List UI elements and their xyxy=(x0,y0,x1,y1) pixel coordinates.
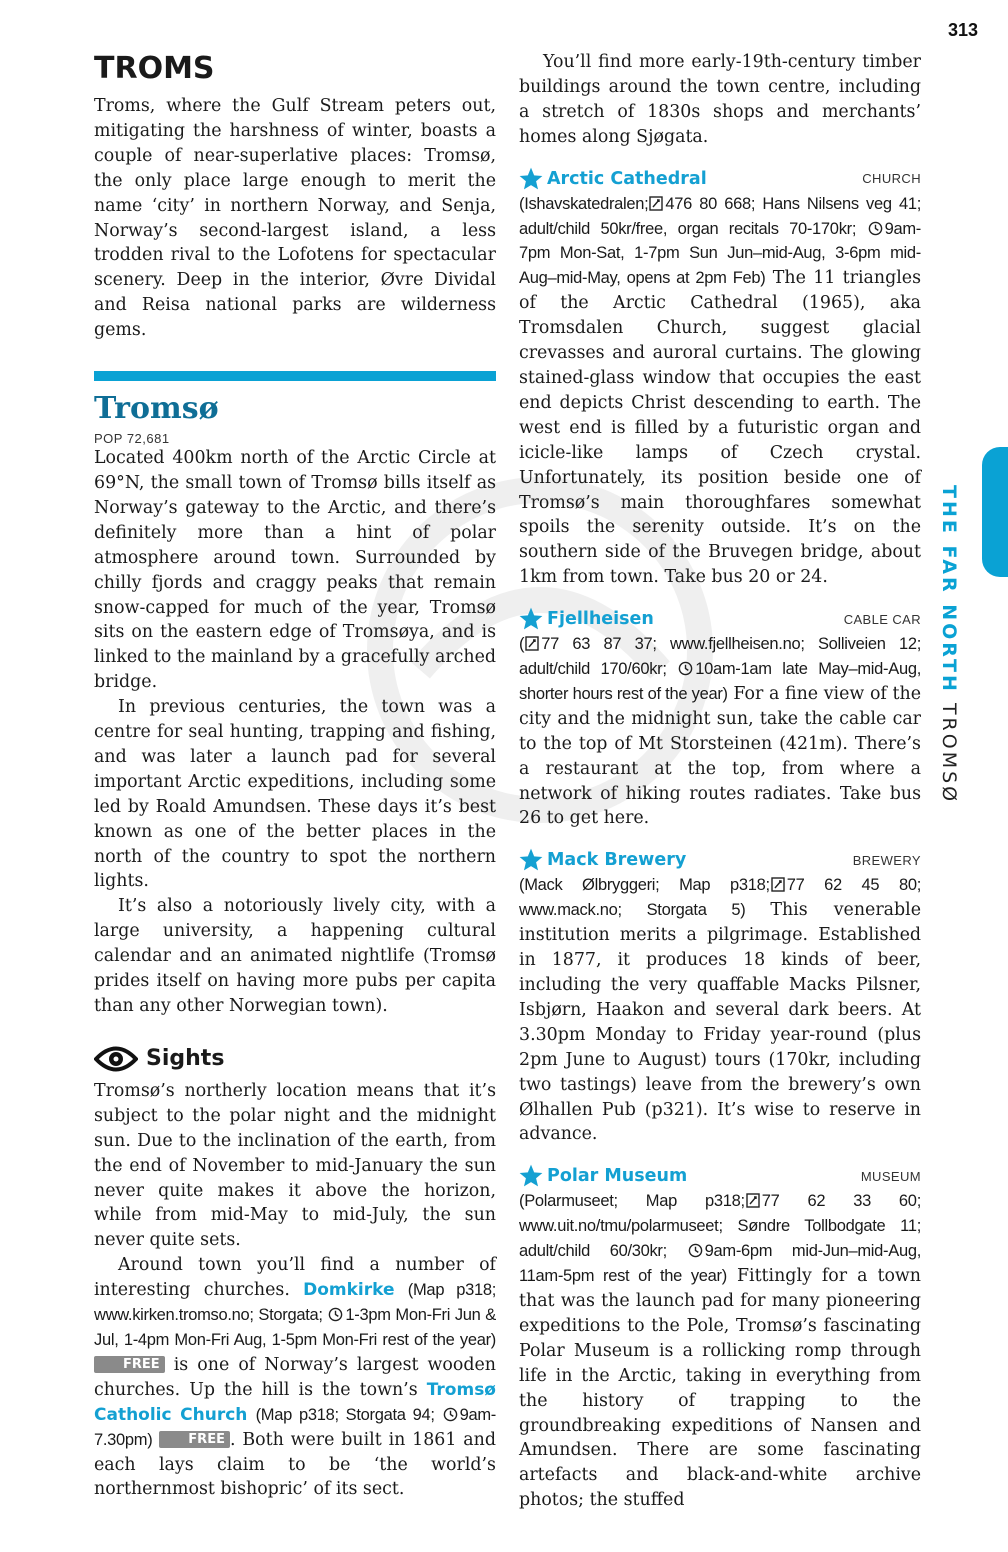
entry-type: CABLE CAR xyxy=(843,611,921,627)
entry-name[interactable] xyxy=(519,166,707,192)
domkirke-text: is one of Norway’s largest wooden churches. Up the hill is the town’s xyxy=(94,1354,496,1400)
entry-body xyxy=(519,873,921,1147)
city-para-2: In previous centuries, the town was a centre for seal hunting, trapping and fishing, and was later a launch pad for several important Arctic expeditions, including some led by Roald Amundsen. These days it’s best known as one of the better places in the north of the country to spot the northern lights. xyxy=(94,697,496,892)
region-title: TROMS xyxy=(94,51,215,86)
city-para-1: Located 400km north of the Arctic Circle at 69°N, the small town of Tromsø bills itself as Norway’s gateway to the Arctic, and there’s definitely more than a hint of polar atmosphere around town. Surrounded by chilly fjords and craggy peaks that remain snow-capped for much of the year, Tromsø sits on the eastern edge of Tromsøya, and is linked to the mainland by a gracefully arched bridge. xyxy=(94,448,496,693)
region-intro: Troms, where the Gulf Stream peters out, mitigating the harshness of winter, boasts a couple of near-superlative places: Tromsø, the only place large enough to merit the name ‘city’ in northern Norway, and Senja, Norway’s second-largest island, a less trodden rival to the Lofotens for spectacular scenery. Deep in the interior, Øvre Dividal and Reisa national parks are wilderness gems. xyxy=(94,96,496,341)
entry-heading xyxy=(519,1163,921,1189)
sights-para-1: Tromsø’s northerly location means that it’s subject to the polar night and the midnight sun. Due to the inclination of the earth, from the end of November to mid-January the sun never quite makes it above the horizon, while from mid-May to mid-July, the sun never quite sets. xyxy=(94,1080,496,1251)
entry-text: The 11 triangles of the Arctic Cathedral (1965), aka Tromsdalen Church, suggest glacial crevasses and auroral curtains. The glowing stained-glass window that occupies the east end depicts Christ descending to earth. The west end is filled by a futuristic organ and icicle-like lamps of Czech crystal. Unfortunately, its position beside one of Tromsø’s main thoroughfares somewhat spoils the serenity outside. It’s on the southern side of the Bruvegen bridge, about 1km from town. Take bus 20 or 24. xyxy=(519,268,922,588)
entry-type: CHURCH xyxy=(862,171,921,187)
entry-hours: 9am-7pm Mon-Sat, 1-7pm Sun Jun–mid-Aug, 3-6pm mid-Aug–mid-May, opens at 2pm Feb) xyxy=(519,219,921,288)
sight-entry xyxy=(519,606,921,831)
left-column xyxy=(94,50,496,1502)
page-number: 313 xyxy=(947,20,978,40)
entry-info-a: ( xyxy=(519,635,525,654)
entry-name-label: Polar Museum xyxy=(547,1166,688,1187)
running-head-subsection: TROMSØ xyxy=(938,702,960,805)
clock-icon xyxy=(328,1307,343,1322)
entry-phone: 77 62 33 60 xyxy=(761,1192,917,1211)
free-badge: FREE xyxy=(94,1356,165,1373)
phone-icon xyxy=(649,196,663,211)
entry-info-b: ; www.mack.no; Storgata 5) xyxy=(519,876,921,920)
entry-phone: 476 80 668 xyxy=(665,194,751,213)
clock-icon xyxy=(688,1243,703,1258)
clock-icon xyxy=(443,1407,458,1422)
catholic-info-a: (Map p318; Storgata 94; xyxy=(255,1405,435,1424)
star-icon xyxy=(518,847,544,873)
section-tab xyxy=(982,447,1008,577)
domkirke-info-a: (Map p318; www.kirken.tromso.no; Storgata; xyxy=(94,1281,496,1325)
sights-heading xyxy=(94,1041,496,1077)
clock-icon xyxy=(678,661,693,676)
churches-para xyxy=(94,1253,496,1502)
entry-text: For a fine view of the city and the midnight sun, take the cable car to the top of Mt Storsteinen (421m). There’s a restaurant at the top, from where a network of hiking routes radiates. Take bus 26 to get here. xyxy=(519,683,922,829)
section-divider xyxy=(94,371,496,381)
domkirke-link[interactable]: Domkirke xyxy=(303,1280,395,1301)
sights-heading-label: Sights xyxy=(146,1046,225,1072)
phone-icon xyxy=(746,1193,760,1208)
entry-info-b: ; Hans Nilsens veg 41; adult/child 50kr/free, organ recitals 70-170kr; xyxy=(519,194,921,238)
population: POP 72,681 xyxy=(94,431,170,447)
sight-entry xyxy=(519,847,921,1147)
entry-name-label: Fjellheisen xyxy=(547,609,654,630)
sight-entry xyxy=(519,1163,921,1513)
domkirke-info-b: 1-3pm Mon-Fri Jun & Jul, 1-4pm Mon-Fri Aug, 1-5pm Mon-Fri rest of the year) xyxy=(94,1306,496,1349)
entry-heading xyxy=(519,847,921,873)
churches-intro: Around town you’ll find a number of interesting churches. xyxy=(94,1255,496,1301)
entry-info-b: ; www.uit.no/tmu/polarmuseet; Søndre Tollbodgate 11; adult/child 60/30kr; xyxy=(519,1192,921,1261)
catholic-church-link[interactable]: Tromsø Catholic Church xyxy=(94,1379,496,1425)
entry-name-label: Mack Brewery xyxy=(547,850,687,871)
star-icon xyxy=(518,606,544,632)
entry-type: BREWERY xyxy=(852,852,921,868)
entry-info-a: (Ishavskatedralen; xyxy=(519,194,649,213)
churches-closing: . Both were built in 1861 and each lays claim to be ‘the world’s northernmost bishopric’ of its sect. xyxy=(94,1429,496,1500)
entry-info-a: (Mack Ølbryggeri; Map p318; xyxy=(519,876,770,895)
clock-icon xyxy=(868,221,883,236)
entry-hours: 9am-6pm mid-Jun–mid-Aug, 11am-5pm rest of the year) xyxy=(519,1242,921,1286)
eye-icon xyxy=(94,1044,138,1074)
entry-name[interactable] xyxy=(519,606,654,632)
phone-icon xyxy=(771,877,785,892)
entry-heading xyxy=(519,606,921,632)
entry-phone: 77 63 87 37 xyxy=(541,635,653,654)
entry-text: Fittingly for a town that was the launch pad for many pioneering expeditions to the Pole, Tromsø’s fascinating Polar Museum is a rollicking romp through life in the Arctic, taking in everything from the history of trapping to the groundbreaking expeditions of Nansen and Amundsen. There are some fascinating artefacts and black-and-white archive photos; the stuffed xyxy=(519,1266,921,1511)
entry-body xyxy=(519,1189,921,1513)
right-column xyxy=(519,50,921,1513)
right-intro: You’ll find more early-19th-century timber buildings around the town centre, including a stretch of 1830s shops and merchants’ homes along Sjøgata. xyxy=(519,52,921,147)
entry-hours: 10am-1am late May–mid-Aug, shorter hours rest of the year) xyxy=(519,660,921,703)
star-icon xyxy=(518,1163,544,1189)
entry-name[interactable] xyxy=(519,847,686,873)
city-title: Tromsø xyxy=(94,391,219,427)
star-icon xyxy=(518,166,544,192)
entry-body xyxy=(519,192,921,591)
city-para-3: It’s also a notoriously lively city, with a large university, a happening cultural calendar and an animated nightlife (Tromsø prides itself on having more pubs per capita than any other Norwegian town). xyxy=(94,896,496,1016)
entry-text: This venerable institution merits a pilgrimage. Established in 1877, it produces 18 kinds of beer, including the very quaffable Macks Pilsner, Isbjørn, Haakon and several dark beers. At 3.30pm Monday to Friday year-round (plus 2pm June to August) tours (170kr, including two tastings) leave from the brewery’s own Ølhallen Pub (p321). It’s wise to reserve in advance. xyxy=(519,900,921,1145)
running-head xyxy=(938,485,968,805)
entry-info-a: (Polarmuseet; Map p318; xyxy=(519,1192,745,1211)
entry-phone: 77 62 45 80 xyxy=(786,876,917,895)
running-head-section: THE FAR NORTH xyxy=(938,485,960,694)
entry-body xyxy=(519,632,921,831)
entry-heading xyxy=(519,166,921,192)
entry-type: MUSEUM xyxy=(860,1168,921,1184)
entry-name[interactable] xyxy=(519,1163,687,1189)
sight-entry xyxy=(519,166,921,591)
catholic-info-b: 9am-7.30pm) xyxy=(94,1405,496,1449)
entry-info-b: ; www.fjellheisen.no; Solliveien 12; adult/child 170/60kr; xyxy=(519,635,921,679)
free-badge: FREE xyxy=(159,1431,230,1448)
phone-icon xyxy=(525,636,539,651)
entry-name-label: Arctic Cathedral xyxy=(547,168,707,189)
